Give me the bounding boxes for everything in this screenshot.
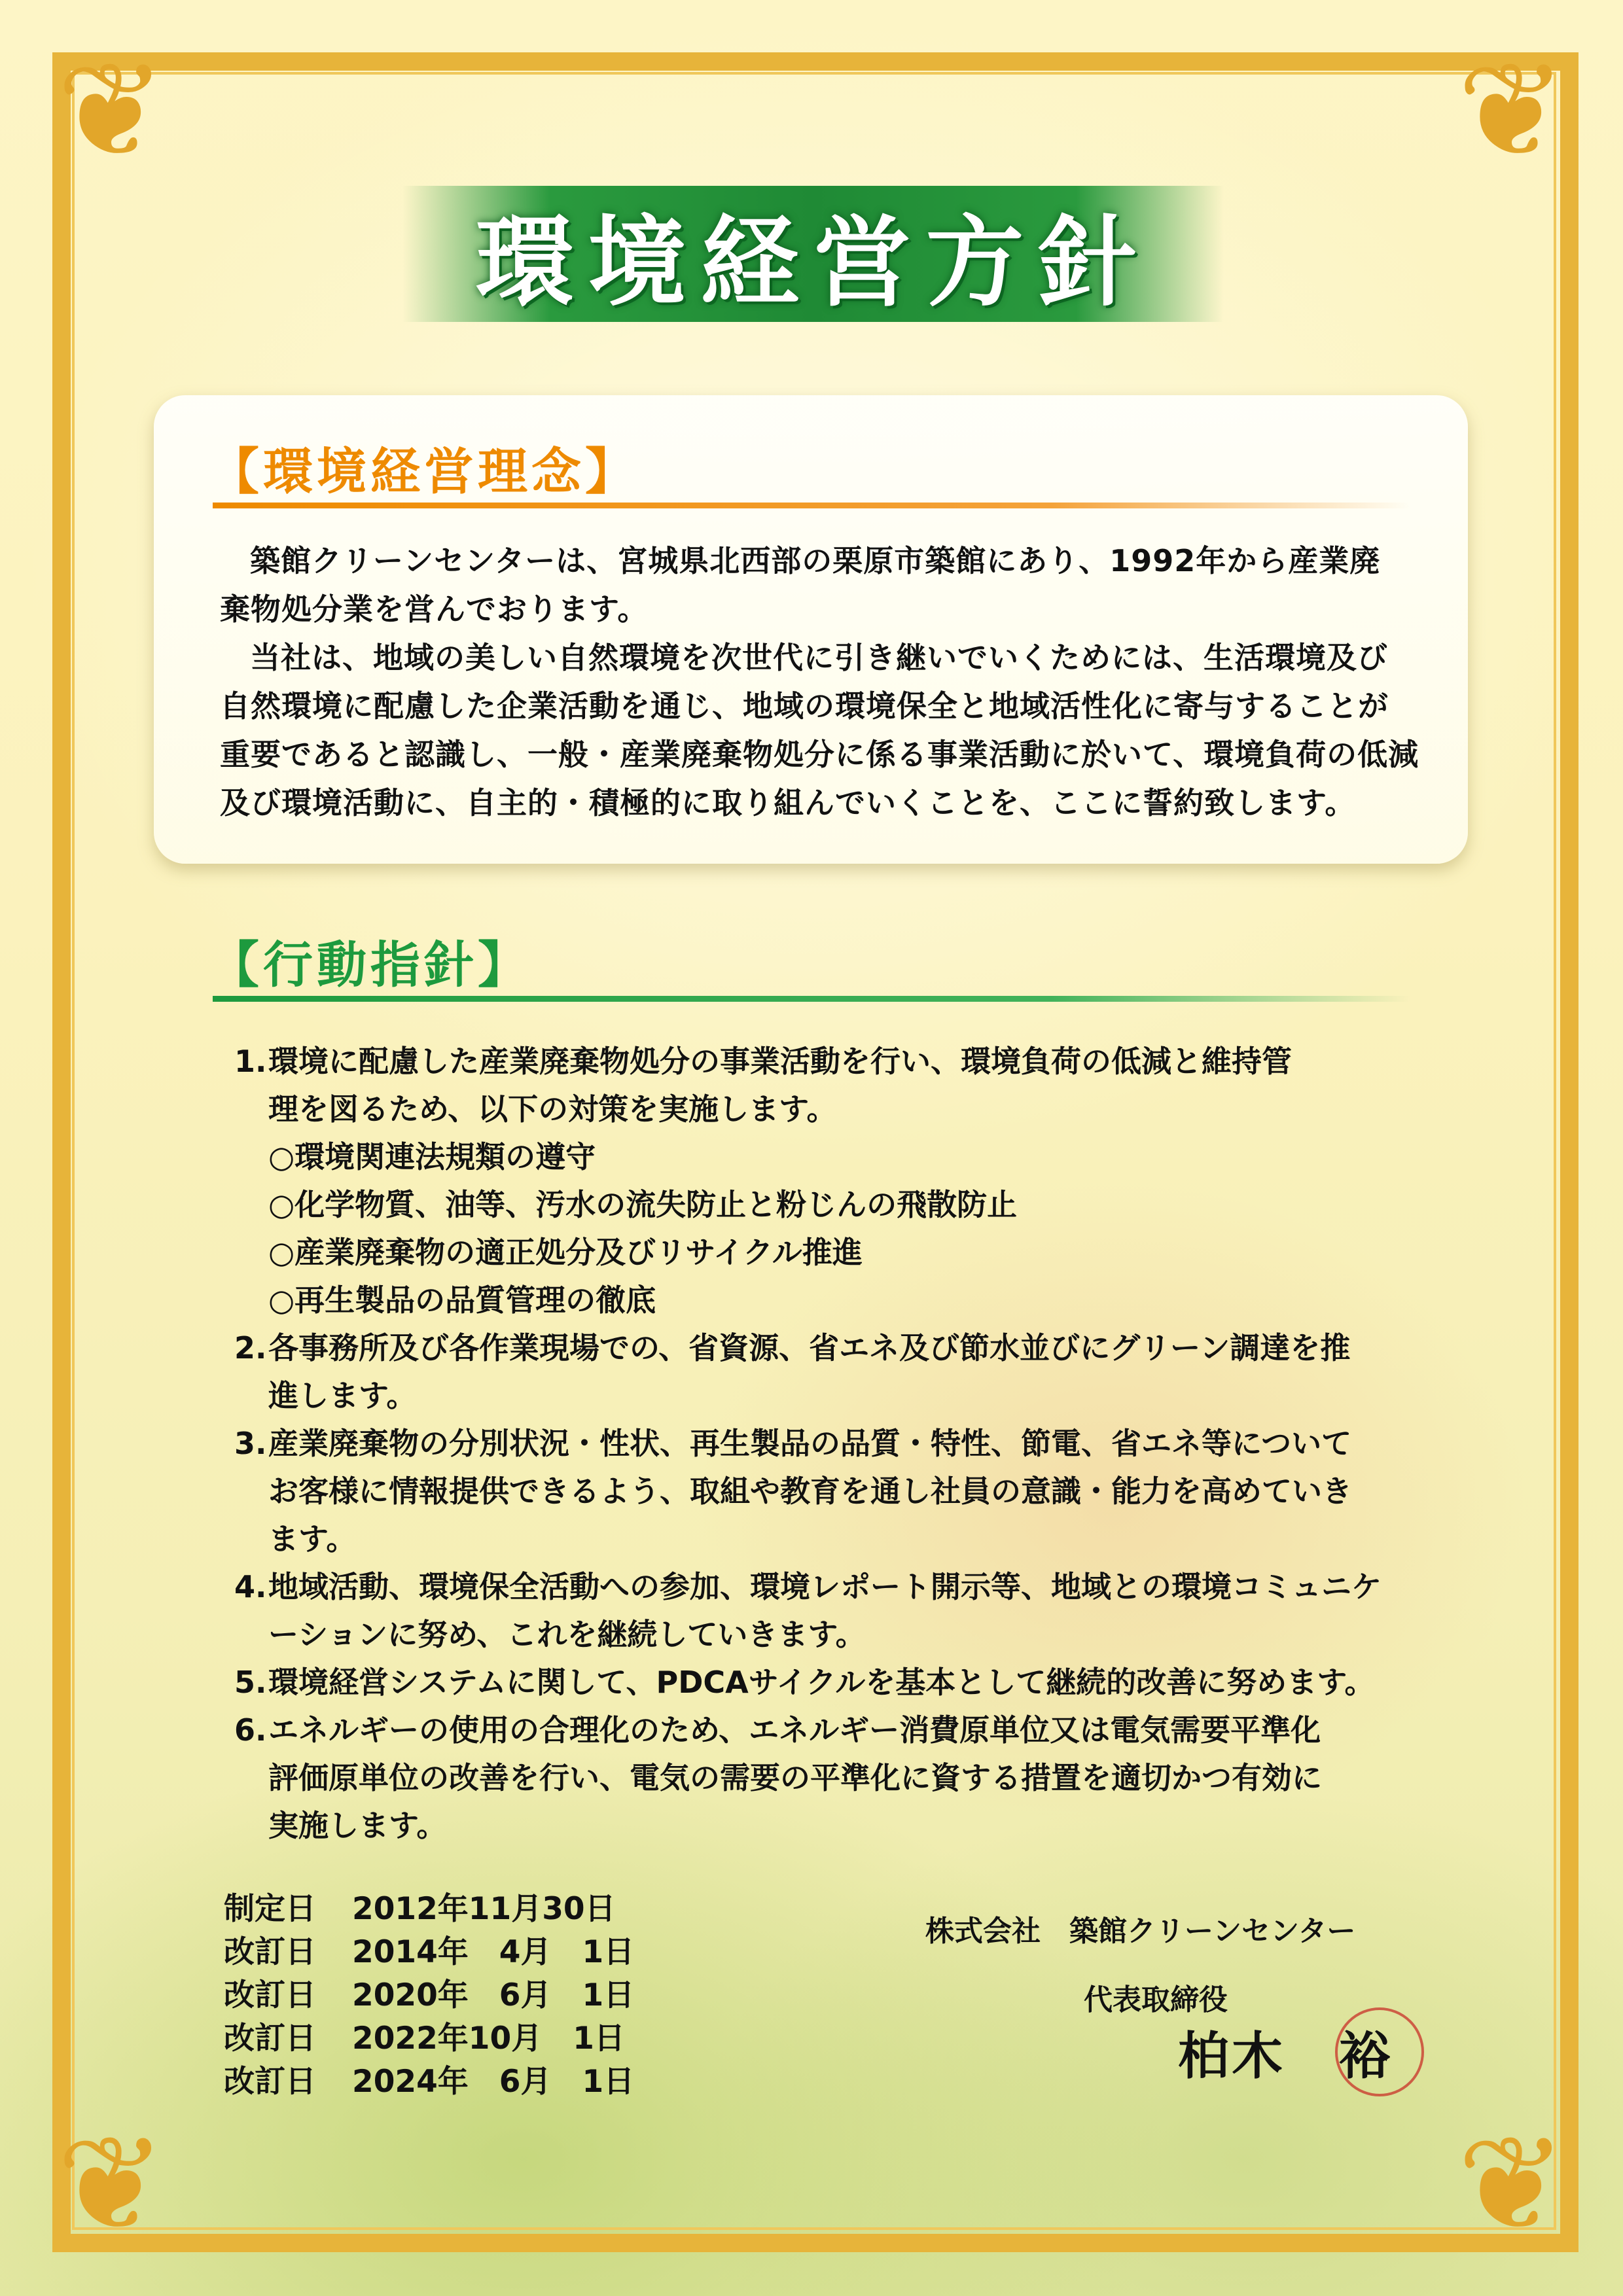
heading-underline [213, 996, 1410, 1002]
list-subitem: ○産業廃棄物の適正処分及びリサイクル推進 [268, 1235, 863, 1270]
list-item: ます。 [268, 1521, 357, 1557]
philosophy-line: 築館クリーンセンターは、宮城県北西部の栗原市築館にあり、1992年から産業廃 [250, 543, 1381, 578]
list-item: 理を図るため、以下の対策を実施します。 [268, 1091, 837, 1127]
philosophy-line: 棄物処分業を営んでおります。 [220, 592, 649, 627]
list-item: ーションに努め、これを継続していきます。 [268, 1617, 866, 1652]
date-label: 改訂日 [224, 2064, 316, 2100]
list-subitem: ○化学物質、油等、汚水の流失防止と粉じんの飛散防止 [268, 1187, 1018, 1222]
date-label: 改訂日 [224, 1934, 316, 1970]
list-item: 評価原単位の改善を行い、電気の需要の平準化に資する措置を適切かつ有効に [268, 1760, 1322, 1795]
revision-dates [224, 1888, 634, 2104]
item-number: 5. [234, 1665, 267, 1700]
list-item: 地域活動、環境保全活動への参加、環境レポート開示等、地域との環境コミュニケ [268, 1569, 1382, 1604]
guidelines-list [234, 1038, 1382, 1850]
list-item: 環境に配慮した産業廃棄物処分の事業活動を行い、環境負荷の低減と維持管 [268, 1044, 1292, 1079]
philosophy-line: 重要であると認識し、一般・産業廃棄物処分に係る事業活動に於いて、環境負荷の低減 [220, 737, 1419, 772]
list-item: エネルギーの使用の合理化のため、エネルギー消費原単位又は電気需要平準化 [268, 1712, 1321, 1748]
signer-role: 代表取締役 [1084, 1983, 1228, 2017]
date-label: 改訂日 [224, 1977, 316, 2013]
philosophy-line: 自然環境に配慮した企業活動を通じ、地域の環境保全と地域活性化に寄与することが [220, 688, 1389, 724]
list-subitem: ○再生製品の品質管理の徹底 [268, 1282, 656, 1318]
date-value: 2012年11月30日 [352, 1891, 616, 1927]
list-item: 産業廃棄物の分別状況・性状、再生製品の品質・特性、節電、省エネ等について [268, 1426, 1352, 1461]
date-label: 改訂日 [224, 2021, 316, 2057]
title-banner [402, 186, 1224, 322]
corner-flourish-icon: ❦ [1457, 35, 1567, 187]
corner-flourish-icon: ❦ [56, 35, 166, 187]
corner-flourish-icon: ❦ [1457, 2108, 1567, 2261]
philosophy-line: 及び環境活動に、自主的・積極的に取り組んでいくことを、ここに誓約致します。 [220, 785, 1356, 821]
company-name: 株式会社 築館クリーンセンター [925, 1915, 1356, 1948]
date-value: 2022年10月 1日 [352, 2021, 625, 2057]
list-item: お客様に情報提供できるよう、取組や教育を通し社員の意識・能力を高めていき [268, 1474, 1352, 1509]
list-item: 進します。 [268, 1378, 417, 1413]
heading-underline [213, 503, 1410, 508]
list-item: 環境経営システムに関して、PDCAサイクルを基本として継続的改善に努めます。 [268, 1665, 1375, 1700]
corner-flourish-icon: ❦ [56, 2108, 166, 2261]
item-number: 2. [234, 1330, 267, 1366]
date-value: 2014年 4月 1日 [352, 1934, 635, 1970]
philosophy-text [220, 537, 1450, 827]
list-item: 各事務所及び各作業現場での、省資源、省エネ及び節水並びにグリーン調達を推 [268, 1330, 1351, 1366]
item-number: 3. [234, 1426, 267, 1461]
item-number: 6. [234, 1712, 267, 1748]
page-title: 環境経営方針 [475, 206, 1151, 320]
date-value: 2024年 6月 1日 [352, 2064, 635, 2100]
item-number: 4. [234, 1569, 267, 1604]
signer-name: 柏木 裕 [1178, 2027, 1393, 2086]
philosophy-line: 当社は、地域の美しい自然環境を次世代に引き継いでいくためには、生活環境及び [250, 640, 1388, 675]
philosophy-heading: 【環境経営理念】 [209, 442, 639, 501]
list-item: 実施します。 [268, 1808, 447, 1843]
guidelines-heading: 【行動指針】 [209, 936, 531, 994]
date-label: 制定日 [224, 1891, 316, 1927]
item-number: 1. [234, 1044, 267, 1079]
list-subitem: ○環境関連法規類の遵守 [268, 1139, 596, 1174]
date-value: 2020年 6月 1日 [352, 1977, 635, 2013]
